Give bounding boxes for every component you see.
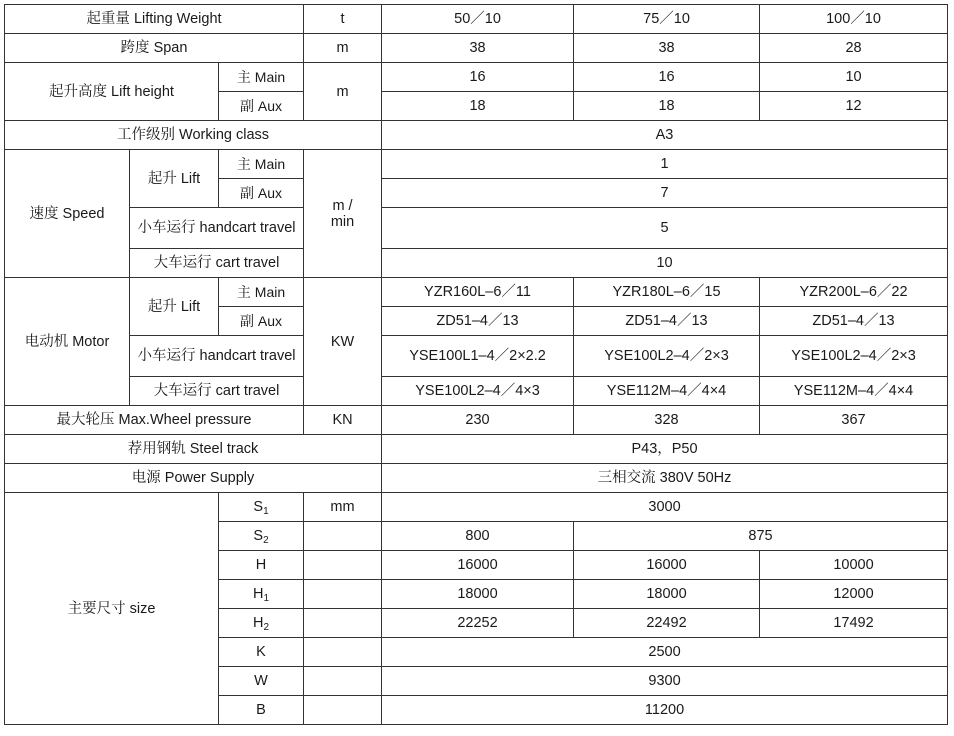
value-cell: 38 (382, 34, 574, 63)
sub-label-main: 主 Main (219, 150, 304, 179)
value-cell: YSE100L1–4／2×2.2 (382, 336, 574, 377)
value-cell: YSE100L2–4／2×3 (760, 336, 948, 377)
unit-cell (304, 551, 382, 580)
row-lift-height-main (5, 63, 948, 92)
value-cell: 18000 (574, 580, 760, 609)
dim-subscript: 2 (263, 622, 270, 633)
unit-cell: m (304, 63, 382, 121)
value-cell: 75／10 (574, 5, 760, 34)
value-cell: 328 (574, 406, 760, 435)
row-motor-cart (5, 377, 948, 406)
value-cell: ZD51–4／13 (382, 307, 574, 336)
value-cell: 16 (574, 63, 760, 92)
value-cell: 2500 (382, 638, 948, 667)
row-steel-track (5, 435, 948, 464)
value-cell: 1 (382, 150, 948, 179)
dim-symbol (219, 696, 304, 725)
value-cell: P43，P50 (382, 435, 948, 464)
row-lifting-weight (5, 5, 948, 34)
unit-cell: m (304, 34, 382, 63)
dim-symbol (219, 522, 304, 551)
value-cell: 5 (382, 208, 948, 249)
value-cell: 3000 (382, 493, 948, 522)
dim-letter: S (253, 499, 264, 515)
row-working-class (5, 121, 948, 150)
dim-symbol (219, 638, 304, 667)
unit-cell (304, 667, 382, 696)
value-cell: 18 (574, 92, 760, 121)
value-cell: 22252 (382, 609, 574, 638)
unit-cell (304, 580, 382, 609)
dim-letter: H (252, 615, 264, 631)
unit-bottom: min (330, 213, 355, 230)
dim-symbol (219, 493, 304, 522)
unit-cell (304, 638, 382, 667)
value-cell: YSE112M–4／4×4 (574, 377, 760, 406)
unit-cell: t (304, 5, 382, 34)
row-wheel-pressure (5, 406, 948, 435)
label-cart-travel: 大车运行 cart travel (130, 377, 304, 406)
value-cell: 800 (382, 522, 574, 551)
row-span (5, 34, 948, 63)
value-cell: YZR160L–6／11 (382, 278, 574, 307)
value-cell: ZD51–4／13 (760, 307, 948, 336)
sub-label-aux: 副 Aux (219, 92, 304, 121)
value-cell: 50／10 (382, 5, 574, 34)
label-wheel-pressure: 最大轮压 Max.Wheel pressure (5, 406, 304, 435)
value-cell: 18 (382, 92, 574, 121)
value-cell: 100／10 (760, 5, 948, 34)
label-speed: 速度 Speed (5, 150, 130, 278)
value-cell: 17492 (760, 609, 948, 638)
label-steel-track: 荐用钢轨 Steel track (5, 435, 382, 464)
unit-top: m / (332, 197, 353, 214)
unit-cell: KW (304, 278, 382, 406)
unit-cell (304, 522, 382, 551)
label-cart-travel: 大车运行 cart travel (130, 249, 304, 278)
value-cell: YSE100L2–4／4×3 (382, 377, 574, 406)
dim-symbol (219, 551, 304, 580)
unit-cell: mm (304, 493, 382, 522)
dim-subscript: 1 (263, 593, 270, 604)
label-handcart-travel: 小车运行 handcart travel (130, 336, 304, 377)
label-speed-lift: 起升 Lift (130, 150, 219, 208)
value-cell: 12 (760, 92, 948, 121)
label-working-class: 工作级别 Working class (5, 121, 382, 150)
value-cell: YZR200L–6／22 (760, 278, 948, 307)
value-cell: 367 (760, 406, 948, 435)
unit-cell (304, 609, 382, 638)
sub-label-main: 主 Main (219, 278, 304, 307)
value-cell: A3 (382, 121, 948, 150)
dim-letter: H (252, 586, 264, 602)
dim-symbol (219, 609, 304, 638)
dim-letter: W (254, 673, 268, 689)
value-cell: 22492 (574, 609, 760, 638)
label-power-supply: 电源 Power Supply (5, 464, 382, 493)
value-cell: 10 (382, 249, 948, 278)
row-power-supply (5, 464, 948, 493)
dim-subscript: 2 (263, 535, 269, 546)
value-cell: 12000 (760, 580, 948, 609)
row-motor-handcart (5, 336, 948, 377)
label-motor: 电动机 Motor (5, 278, 130, 406)
label-lifting-weight: 起重量 Lifting Weight (5, 5, 304, 34)
value-cell: 18000 (382, 580, 574, 609)
value-cell: 875 (574, 522, 948, 551)
unit-cell (304, 150, 382, 278)
value-cell: 9300 (382, 667, 948, 696)
row-speed-handcart (5, 208, 948, 249)
value-cell: YZR180L–6／15 (574, 278, 760, 307)
value-cell: 10000 (760, 551, 948, 580)
value-cell: 230 (382, 406, 574, 435)
value-cell: ZD51–4／13 (574, 307, 760, 336)
value-cell: 7 (382, 179, 948, 208)
value-cell: 16 (382, 63, 574, 92)
row-motor-lift-main (5, 278, 948, 307)
dim-letter: S (253, 528, 264, 544)
dim-letter: H (255, 557, 267, 573)
sub-label-aux: 副 Aux (219, 179, 304, 208)
dim-letter: B (256, 702, 266, 718)
value-cell: YSE112M–4／4×4 (760, 377, 948, 406)
label-handcart-travel: 小车运行 handcart travel (130, 208, 304, 249)
unit-cell (304, 696, 382, 725)
row-speed-lift-main (5, 150, 948, 179)
label-size: 主要尺寸 size (5, 493, 219, 725)
dim-symbol (219, 580, 304, 609)
dim-letter: K (256, 644, 266, 660)
value-cell: 11200 (382, 696, 948, 725)
value-cell: 16000 (382, 551, 574, 580)
value-cell: YSE100L2–4／2×3 (574, 336, 760, 377)
crane-spec-table (4, 4, 948, 725)
label-motor-lift: 起升 Lift (130, 278, 219, 336)
value-cell: 三相交流 380V 50Hz (382, 464, 948, 493)
value-cell: 28 (760, 34, 948, 63)
value-cell: 38 (574, 34, 760, 63)
row-size-s1 (5, 493, 948, 522)
sub-label-main: 主 Main (219, 63, 304, 92)
label-lift-height: 起升高度 Lift height (5, 63, 219, 121)
dim-symbol (219, 667, 304, 696)
unit-cell: KN (304, 406, 382, 435)
row-speed-cart (5, 249, 948, 278)
sub-label-aux: 副 Aux (219, 307, 304, 336)
value-cell: 10 (760, 63, 948, 92)
label-span: 跨度 Span (5, 34, 304, 63)
value-cell: 16000 (574, 551, 760, 580)
dim-subscript: 1 (263, 506, 269, 517)
